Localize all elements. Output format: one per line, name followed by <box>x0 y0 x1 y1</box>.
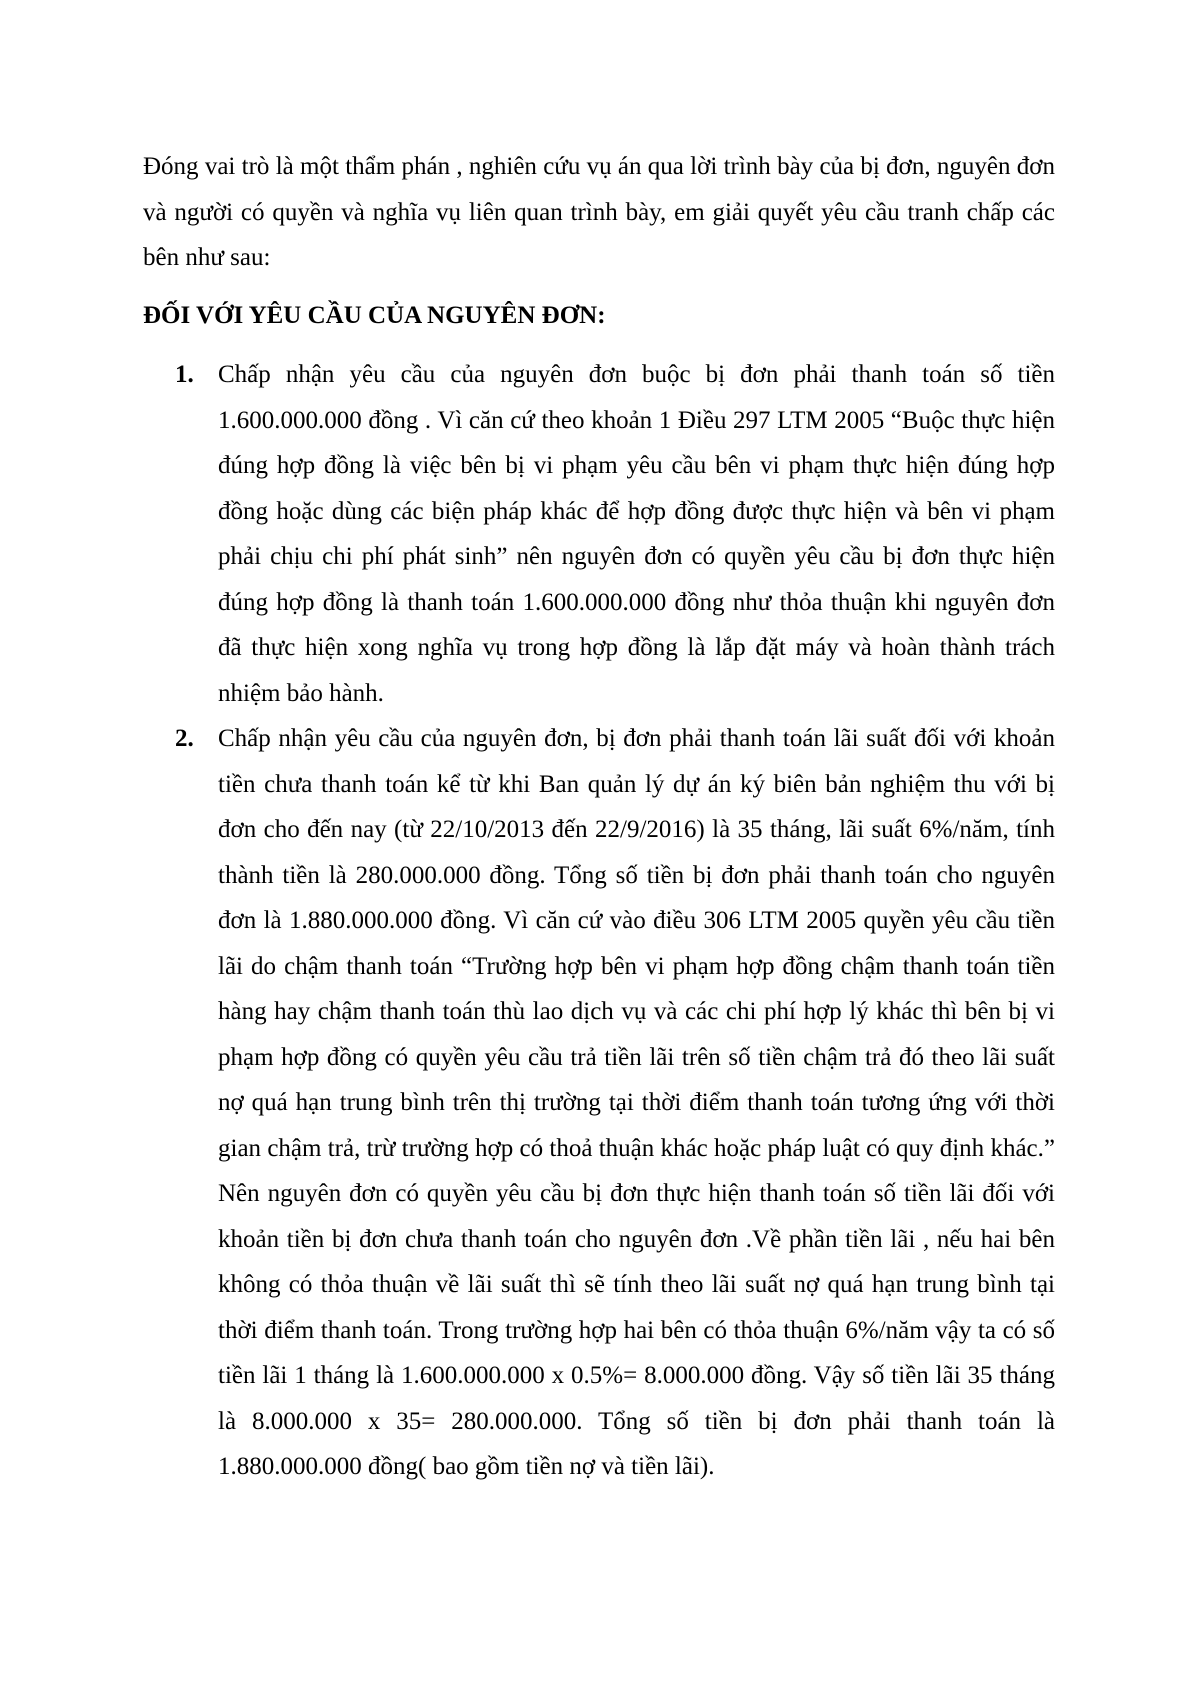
document-body <box>143 144 1055 1490</box>
numbered-list <box>143 352 1055 1490</box>
section-heading: ĐỐI VỚI YÊU CẦU CỦA NGUYÊN ĐƠN: <box>143 301 606 329</box>
list-item-number: 1. <box>175 361 194 388</box>
list-item-2 <box>143 716 1055 1490</box>
intro-paragraph: Đóng vai trò là một thẩm phán , nghiên cứu vụ án qua lời trình bày của bị đơn, nguyên đơn và người có quyền và nghĩa vụ liên quan trình bày, em giải quyết yêu cầu tranh chấp các bên như sau: <box>143 153 1055 271</box>
list-item-text: Chấp nhận yêu cầu của nguyên đơn buộc bị đơn phải thanh toán số tiền 1.600.000.000 đồng . Vì căn cứ theo khoản 1 Điều 297 LTM 2005 “Buộc thực hiện đúng hợp đồng là việc bên bị vi phạm yêu cầu bên vi phạm thực hiện đúng hợp đồng hoặc dùng các biện pháp khác để hợp đồng được thực hiện và bên vi phạm phải chịu chi phí phát sinh” nên nguyên đơn có quyền yêu cầu bị đơn thực hiện đúng hợp đồng là thanh toán 1.600.000.000 đồng như thỏa thuận khi nguyên đơn đã thực hiện xong nghĩa vụ trong hợp đồng là lắp đặt máy và hoàn thành trách nhiệm bảo hành. <box>218 361 1055 707</box>
list-item-text: Chấp nhận yêu cầu của nguyên đơn, bị đơn phải thanh toán lãi suất đối với khoản tiền chưa thanh toán kể từ khi Ban quản lý dự án ký biên bản nghiệm thu với bị đơn cho đến nay (từ 22/10/2013 đến 22/9/2016) là 35 tháng, lãi suất 6%/năm, tính thành tiền là 280.000.000 đồng. Tổng số tiền bị đơn phải thanh toán cho nguyên đơn là 1.880.000.000 đồng. Vì căn cứ vào điều 306 LTM 2005 quyền yêu cầu tiền lãi do chậm thanh toán “Trường hợp bên vi phạm hợp đồng chậm thanh toán tiền hàng hay chậm thanh toán thù lao dịch vụ và các chi phí hợp lý khác thì bên bị vi phạm hợp đồng có quyền yêu cầu trả tiền lãi trên số tiền chậm trả đó theo lãi suất nợ quá hạn trung bình trên thị trường tại thời điểm thanh toán tương ứng với thời gian chậm trả, trừ trường hợp có thoả thuận khác hoặc pháp luật có quy định khác.” Nên nguyên đơn có quyền yêu cầu bị đơn thực hiện thanh toán số tiền lãi đối với khoản tiền bị đơn chưa thanh toán cho nguyên đơn .Về phần tiền lãi , nếu hai bên không có thỏa thuận về lãi suất thì sẽ tính theo lãi suất nợ quá hạn trung bình tại thời điểm thanh toán. Trong trường hợp hai bên có thỏa thuận 6%/năm vậy ta có số tiền lãi 1 tháng là 1.600.000.000 x 0.5%= 8.000.000 đồng. Vậy số tiền lãi 35 tháng là 8.000.000 x 35= 280.000.000. Tổng số tiền bị đơn phải thanh toán là 1.880.000.000 đồng( bao gồm tiền nợ và tiền lãi). <box>218 725 1055 1480</box>
list-item-1 <box>143 352 1055 716</box>
list-item-number: 2. <box>175 725 194 752</box>
